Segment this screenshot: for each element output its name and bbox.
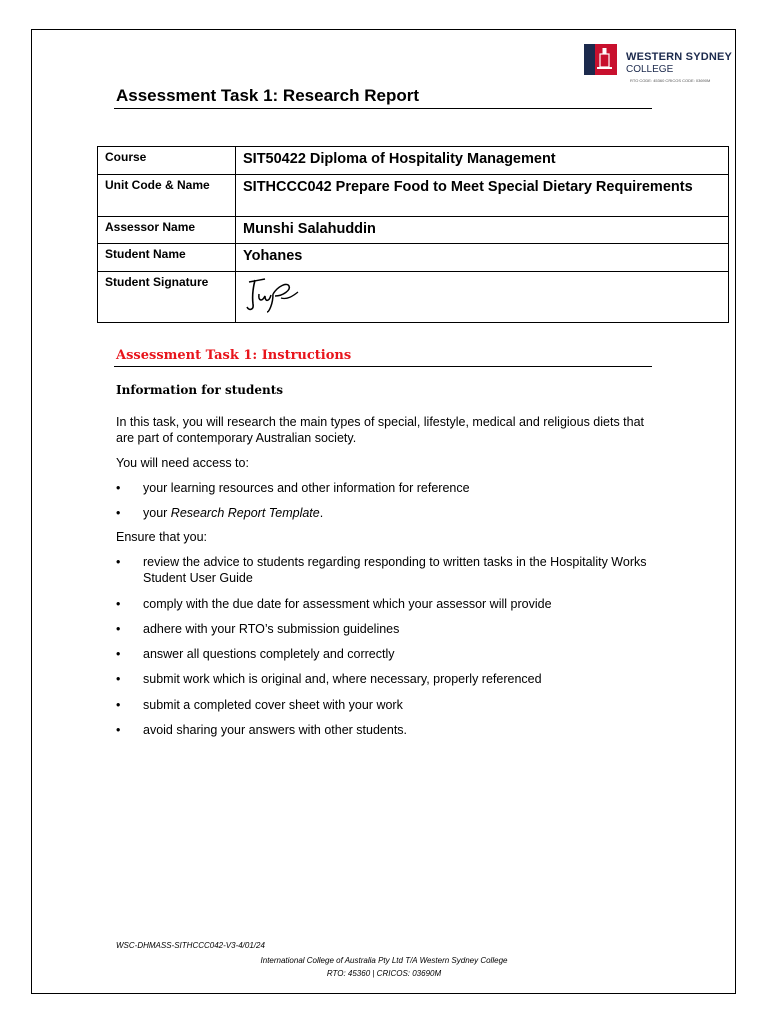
course-value: SIT50422 Diploma of Hospitality Management	[236, 147, 729, 175]
footer-codes: RTO: 45360 | CRICOS: 03690M	[326, 969, 442, 978]
instructions-heading: Assessment Task 1: Instructions	[116, 348, 352, 363]
bullet-icon: •	[116, 597, 121, 611]
access-lead: You will need access to:	[116, 456, 249, 470]
list-item-text: avoid sharing your answers with other students.	[143, 723, 408, 737]
table-row	[98, 272, 729, 323]
instructions-rule	[114, 366, 652, 367]
list-item-text: submit work which is original and, where necessary, properly referenced	[143, 672, 542, 686]
info-table	[97, 146, 729, 323]
list-item-text: review the advice to students regarding responding to written tasks in the Hospitality Works Student User Guide	[143, 555, 647, 585]
list-item-text: adhere with your RTO’s submission guidelines	[143, 622, 400, 636]
college-crest-icon	[584, 44, 617, 75]
ensure-lead: Ensure that you:	[116, 530, 208, 544]
assessor-value: Munshi Salahuddin	[236, 217, 729, 244]
list-item-text: comply with the due date for assessment which your assessor will provide	[143, 597, 552, 611]
logo-subname: COLLEGE	[626, 64, 674, 75]
table-row	[98, 217, 729, 244]
list-item-text: submit a completed cover sheet with your work	[143, 698, 403, 712]
info-subheading: Information for students	[116, 383, 284, 397]
text-suffix: .	[319, 506, 324, 520]
signature-icon	[243, 274, 305, 314]
student-signature	[236, 272, 729, 323]
footer-company: International College of Australia Pty Ltd T/A Western Sydney College	[260, 956, 508, 965]
document-code: WSC-DHMASS-SITHCCC042-V3-4/01/24	[116, 941, 265, 950]
page-title: Assessment Task 1: Research Report	[116, 86, 419, 105]
logo-codes: RTO CODE: 45360 CRICOS CODE: 03690M	[630, 78, 711, 83]
bullet-icon: •	[116, 506, 121, 520]
intro-paragraph: In this task, you will research the main types of special, lifestyle, medical and religious diets that are part of contemporary Australian society.	[116, 415, 645, 445]
table-row	[98, 147, 729, 175]
table-row	[98, 175, 729, 217]
signature-label: Student Signature	[98, 272, 236, 323]
bullet-icon: •	[116, 622, 121, 636]
college-logo	[584, 44, 734, 88]
bullet-icon: •	[116, 481, 121, 495]
list-item-text: your learning resources and other information for reference	[143, 481, 470, 495]
assessor-label: Assessor Name	[98, 217, 236, 244]
list-item-text	[143, 505, 653, 521]
student-value: Yohanes	[236, 244, 729, 272]
bullet-icon: •	[116, 672, 121, 686]
template-name: Research Report Template	[170, 506, 320, 520]
student-label: Student Name	[98, 244, 236, 272]
title-rule	[114, 108, 652, 109]
course-label: Course	[98, 147, 236, 175]
logo-name: WESTERN SYDNEY	[626, 51, 733, 63]
bullet-icon: •	[116, 555, 121, 569]
unit-label: Unit Code & Name	[98, 175, 236, 217]
unit-value: SITHCCC042 Prepare Food to Meet Special Dietary Requirements	[236, 175, 729, 217]
bullet-icon: •	[116, 698, 121, 712]
list-item-text: answer all questions completely and correctly	[143, 647, 395, 661]
bullet-icon: •	[116, 723, 121, 737]
table-row	[98, 244, 729, 272]
text-prefix: your	[143, 506, 171, 520]
bullet-icon: •	[116, 647, 121, 661]
